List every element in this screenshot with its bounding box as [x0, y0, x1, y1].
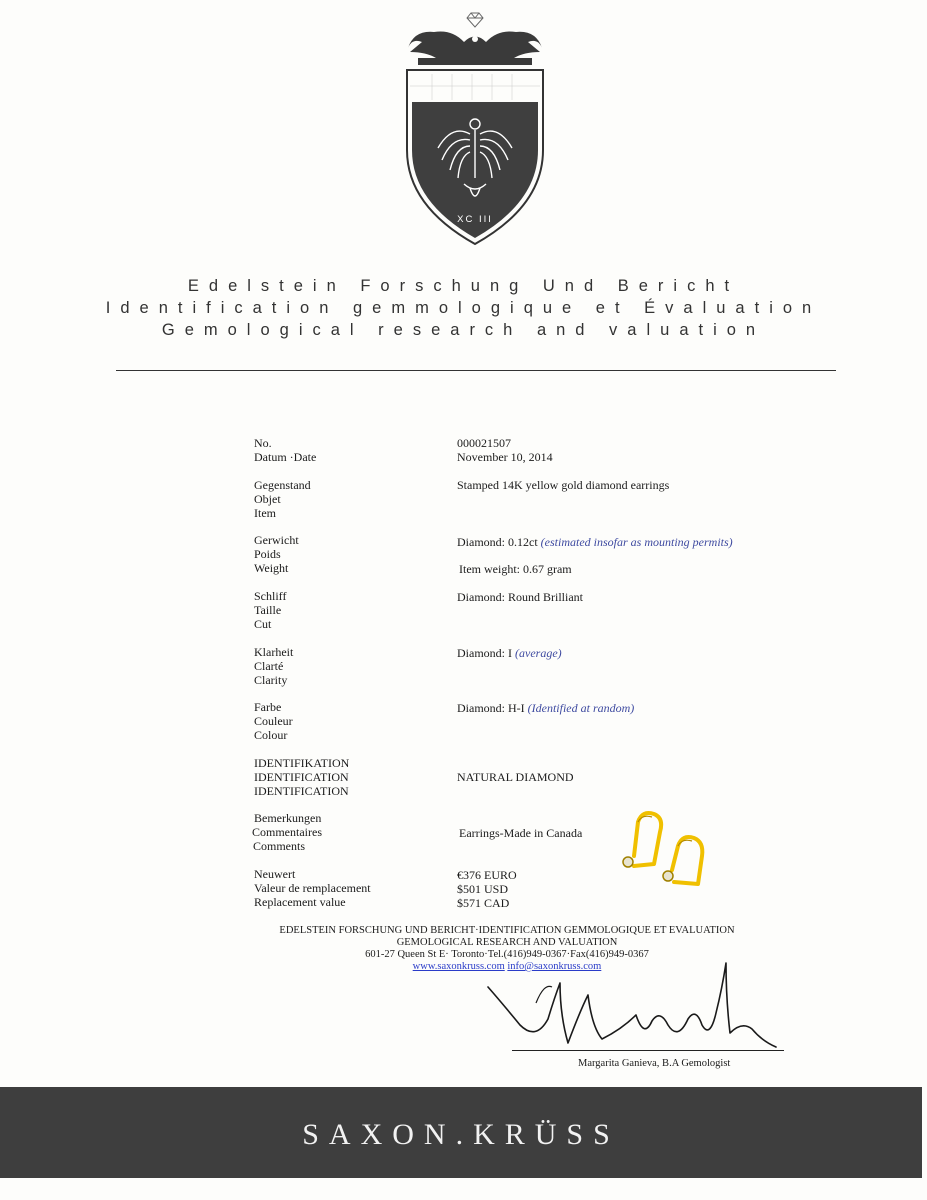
comments-label-de: Bemerkungen — [254, 811, 322, 825]
comments-label-fr: Commentaires — [252, 825, 322, 839]
crown-ornament — [408, 31, 542, 65]
website-link[interactable]: www.saxonkruss.com — [412, 961, 505, 972]
gemologist-name: Margarita Ganieva, B.A Gemologist — [578, 1058, 731, 1069]
earrings-photo — [610, 808, 730, 888]
value-label-en: Replacement value — [254, 895, 346, 909]
crest-logo — [400, 8, 550, 248]
ident-label-en: IDENTIFICATION — [254, 784, 349, 798]
ident-label-fr: IDENTIFICATION — [254, 770, 349, 784]
colour-label-en: Colour — [254, 728, 288, 742]
colour-label-de: Farbe — [254, 700, 282, 714]
email-link[interactable]: info@saxonkruss.com — [507, 961, 602, 972]
date-label: Datum ·Date — [254, 450, 317, 464]
handwritten-signature — [480, 955, 780, 1055]
colour-note: (Identified at random) — [527, 701, 635, 715]
comments-value: Earrings-Made in Canada — [459, 826, 583, 840]
footer-links — [0, 961, 927, 973]
footer-subtitle: GEMOLOGICAL RESEARCH AND VALUATION — [396, 937, 618, 948]
clarity-label-en: Clarity — [254, 673, 288, 687]
no-label: No. — [254, 436, 272, 450]
brand-logo-text: SAXON.KRÜSS — [302, 1118, 620, 1151]
clarity-label-de: Klarheit — [254, 645, 294, 659]
weight-note: (estimated insofar as mounting permits) — [540, 535, 733, 549]
item-value: Stamped 14K yellow gold diamond earrings — [457, 478, 670, 492]
signature-line — [512, 1050, 784, 1051]
item-label-fr: Objet — [254, 492, 281, 506]
report-date: November 10, 2014 — [457, 450, 553, 464]
heading-divider — [116, 370, 836, 371]
footer-address: 601-27 Queen St E· Toronto·Tel.(416)949-0367·Fax(416)949-0367 — [365, 949, 649, 960]
heading-french: Identification gemmologique et Évaluation — [105, 299, 822, 317]
crest-numeral: XC III — [457, 214, 493, 225]
colour-grade: Diamond: H-I — [457, 701, 525, 715]
value-usd: $501 USD — [457, 882, 509, 896]
ident-value: NATURAL DIAMOND — [457, 770, 574, 784]
cut-label-en: Cut — [254, 617, 272, 631]
value-eur: €376 EURO — [457, 868, 517, 882]
comments-label-en: Comments — [253, 839, 306, 853]
value-label-de: Neuwert — [254, 867, 296, 881]
value-cad: $571 CAD — [457, 896, 510, 910]
ident-label-de: IDENTIFIKATION — [254, 756, 350, 770]
report-number: 000021507 — [457, 436, 511, 450]
clarity-note: (average) — [515, 646, 562, 660]
clarity-grade: Diamond: I — [457, 646, 512, 660]
diamond-icon — [467, 13, 483, 27]
weight-value — [457, 535, 733, 549]
item-label-de: Gegenstand — [254, 478, 311, 492]
footer-company: EDELSTEIN FORSCHUNG UND BERICHT·IDENTIFICATION GEMMOLOGIQUE ET EVALUATION — [279, 925, 735, 936]
weight-label-fr: Poids — [254, 547, 281, 561]
cut-label-de: Schliff — [254, 589, 287, 603]
cut-label-fr: Taille — [254, 603, 282, 617]
weight-label-en: Weight — [254, 561, 289, 575]
heading-english: Gemological research and valuation — [161, 321, 766, 339]
item-label-en: Item — [254, 506, 276, 520]
weight-label-de: Gerwicht — [254, 533, 299, 547]
diamond-weight: Diamond: 0.12ct — [457, 535, 538, 549]
clarity-label-fr: Clarté — [254, 659, 284, 673]
colour-value — [457, 701, 634, 715]
colour-label-fr: Couleur — [254, 714, 293, 728]
value-label-fr: Valeur de remplacement — [254, 881, 371, 895]
item-weight: Item weight: 0.67 gram — [459, 562, 572, 576]
clarity-value — [457, 646, 562, 660]
cut-value: Diamond: Round Brilliant — [457, 590, 583, 604]
heading-german: Edelstein Forschung Und Bericht — [187, 277, 740, 295]
